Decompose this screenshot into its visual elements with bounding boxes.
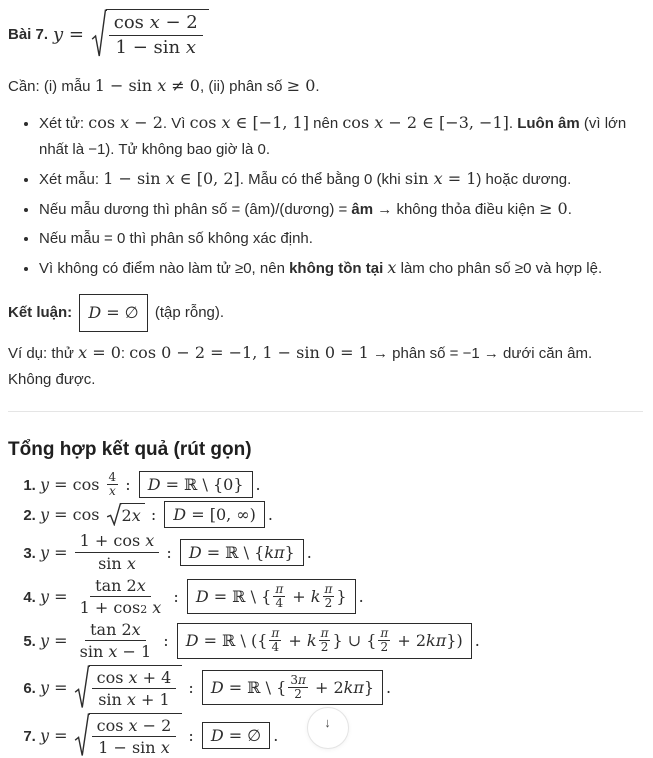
math-variable: x: [108, 484, 116, 499]
math-text: 1 − sin: [94, 76, 158, 95]
math-text: =: [49, 631, 73, 651]
sqrt-argument: [89, 713, 183, 758]
math-text: :: [120, 475, 136, 495]
fraction-numerator: [378, 627, 390, 641]
math-sqrt: [74, 665, 183, 710]
math-variable: k: [306, 631, 317, 651]
text-run: . Mẫu có thể bằng 0 (khi: [239, 171, 405, 188]
problem-title: [8, 7, 643, 61]
summary-heading: Tổng hợp kết quả (rút gọn): [8, 439, 252, 460]
conditions-line: [8, 73, 643, 100]
math-text: = ℝ \ {0}: [160, 475, 244, 495]
math-variable: D: [88, 303, 102, 322]
math-text: 1 + cos: [79, 597, 141, 617]
fraction-numerator: [273, 583, 285, 597]
text-run: Nếu mẫu dương thì phân số = (âm)/(dương) =: [39, 201, 352, 218]
fraction-denominator: [273, 597, 285, 610]
math-sqrt: [74, 713, 183, 758]
math-text: 2: [320, 640, 329, 655]
math-text: tan 2: [95, 575, 137, 595]
fraction-numerator: [92, 716, 177, 737]
list-item-content: [39, 260, 602, 277]
fraction-numerator: [107, 471, 119, 485]
text-run: (vì lớn nhất là −1). Tử không bao giờ là 0.: [39, 115, 627, 158]
math-superscript: 2: [140, 602, 148, 616]
math-text: = ∅: [223, 726, 262, 746]
math-variable: kπ: [426, 631, 447, 651]
math-text: .: [267, 505, 273, 525]
math-text: − 2: [137, 715, 172, 735]
list-item: [40, 576, 643, 617]
math-text: .: [386, 677, 392, 697]
text-run: :: [120, 345, 130, 362]
text-run: .: [567, 201, 572, 218]
math-variable: D: [210, 726, 224, 746]
math-text: 2: [324, 595, 333, 610]
math-variable: π: [320, 626, 329, 641]
math-variable: x: [131, 620, 141, 640]
fraction-denominator: [107, 485, 118, 498]
fraction-denominator: [93, 553, 141, 573]
math-text: = ℝ \ {: [201, 542, 265, 562]
list-item: [39, 255, 643, 282]
math-fraction: [92, 716, 177, 757]
math-variable: x: [131, 506, 141, 526]
math-text: = 1: [442, 169, 477, 188]
fraction-numerator: [109, 12, 203, 36]
list-item: [40, 471, 643, 498]
list-item: [40, 531, 643, 572]
fraction-numerator: [323, 583, 335, 597]
math-fraction: [75, 620, 157, 661]
math-variable: kπ: [264, 542, 285, 562]
math-variable: D: [185, 631, 199, 651]
math-text: cos: [113, 11, 150, 33]
fraction-denominator: [111, 36, 201, 59]
math-text: = ℝ \ ({: [198, 631, 268, 651]
math-text: cos 0 − 2 = −1, 1 − sin 0 = 1: [129, 343, 369, 362]
math-text: sin: [79, 642, 109, 662]
math-sqrt: [106, 503, 145, 526]
list-item-content: [40, 576, 364, 617]
text-run: (tập rỗng).: [150, 303, 225, 321]
math-fraction: [288, 674, 308, 701]
math-text: }: [363, 677, 375, 697]
math-text: cos: [96, 667, 129, 687]
math-variable: x: [374, 113, 384, 132]
math-variable: x: [165, 169, 175, 188]
text-run: Cần: (i) mẫu: [8, 78, 95, 95]
math-text: = 0: [87, 343, 121, 362]
example-line-2: [8, 367, 643, 393]
text-run: , (ii) phân số: [199, 78, 287, 95]
text-run: ) hoặc dương.: [476, 171, 572, 188]
text-run: .: [315, 78, 320, 95]
math-fraction: [273, 583, 285, 610]
math-fraction: [109, 12, 203, 58]
list-item: [39, 196, 643, 223]
conclusion-line: [8, 294, 643, 332]
list-item-content: [39, 115, 626, 158]
text-run: . Vì: [162, 115, 190, 132]
list-item: [40, 501, 643, 528]
math-variable: π: [275, 581, 284, 596]
math-fraction: [92, 668, 177, 709]
math-text: =: [49, 726, 73, 746]
math-variable: k: [310, 586, 321, 606]
sqrt-argument: [106, 9, 209, 59]
math-variable: y: [53, 23, 64, 45]
text-run: Xét mẫu:: [39, 171, 104, 188]
analysis-list: [8, 110, 643, 282]
math-variable: π: [324, 581, 333, 596]
sqrt-argument: [89, 665, 183, 710]
list-item-content: [39, 230, 313, 247]
text-bold-run: Kết luận:: [8, 303, 77, 321]
math-text: .: [306, 542, 312, 562]
math-fraction: [269, 627, 281, 654]
math-text: + 2: [392, 631, 427, 651]
math-variable: x: [185, 36, 196, 58]
math-variable: 1. y: [40, 475, 50, 495]
math-text: .: [255, 475, 261, 495]
list-item-content: [40, 501, 273, 528]
math-text: tan 2: [90, 620, 132, 640]
fraction-numerator: [269, 627, 281, 641]
fraction-numerator: [288, 674, 308, 688]
text-run: Ví dụ: thử: [8, 345, 79, 362]
math-text: :: [183, 677, 199, 697]
math-variable: kπ: [343, 677, 364, 697]
math-sqrt: [91, 9, 209, 59]
math-text: } ∪ {: [332, 631, 377, 651]
text-run: Vì không có điểm nào làm tử ≥0, nên: [39, 260, 290, 277]
text-run: → không thỏa điều kiện: [373, 201, 540, 218]
math-text: +: [287, 586, 311, 606]
math-fraction: [75, 576, 167, 617]
math-text: cos: [96, 715, 129, 735]
text-bold-run: âm: [351, 201, 374, 218]
math-text: :: [183, 726, 199, 746]
math-text: =: [63, 23, 90, 45]
list-item: [39, 226, 643, 252]
list-item-content: [40, 665, 391, 710]
math-variable: π: [297, 672, 306, 687]
result-box: [202, 670, 383, 705]
list-item-content: [39, 171, 571, 188]
math-variable: x: [136, 575, 146, 595]
fraction-numerator: [90, 576, 151, 597]
math-text: = ∅: [101, 303, 139, 322]
math-text: − 1: [117, 642, 152, 662]
section-divider: [8, 411, 643, 412]
math-variable: x: [387, 258, 397, 277]
text-run: nên: [308, 115, 343, 132]
math-variable: x: [78, 343, 88, 362]
math-text: − 2: [129, 113, 163, 132]
math-variable: x: [128, 715, 138, 735]
math-fraction: [75, 531, 160, 572]
fraction-denominator: [292, 688, 304, 701]
list-item-content: [39, 201, 572, 218]
math-text: = cos: [49, 475, 105, 495]
math-text: }: [284, 542, 295, 562]
math-text: =: [49, 542, 73, 562]
fraction-denominator: [270, 641, 282, 654]
math-text: 1 + cos: [79, 531, 146, 551]
radical-icon: [74, 713, 90, 758]
math-variable: 5. y: [40, 631, 50, 651]
math-text: :: [158, 631, 174, 651]
example-line-1: [8, 340, 643, 367]
math-text: ∈ [−1, 1]: [230, 113, 309, 132]
math-variable: D: [173, 505, 187, 525]
math-fraction: [319, 627, 331, 654]
math-text: 1 − sin: [115, 36, 186, 58]
math-text: 3: [290, 672, 298, 687]
text-run: .: [508, 115, 518, 132]
math-text: + 2: [309, 677, 344, 697]
math-text: 1 − sin: [98, 738, 161, 758]
math-variable: x: [108, 642, 118, 662]
fraction-denominator: [93, 737, 175, 757]
math-text: cos: [189, 113, 222, 132]
result-box: [187, 579, 356, 614]
math-variable: 4. y: [40, 586, 50, 606]
math-text: 4: [271, 640, 280, 655]
fraction-denominator: [75, 641, 157, 661]
math-text: ≥ 0: [286, 76, 316, 95]
math-variable: x: [120, 113, 130, 132]
text-bold-run: không tồn tại: [289, 260, 384, 277]
math-text: 2: [380, 640, 389, 655]
math-text: :: [145, 505, 162, 525]
math-variable: D: [147, 475, 161, 495]
math-variable: 3. y: [40, 542, 50, 562]
problem-formula: [53, 9, 210, 59]
result-box: [202, 722, 270, 749]
down-arrow-icon: ↓: [324, 715, 331, 730]
math-variable: x: [160, 738, 170, 758]
fraction-numerator: [92, 668, 177, 689]
math-text: .: [358, 586, 364, 606]
math-text: − 2 ∈ [−3, −1]: [383, 113, 509, 132]
fraction-denominator: [93, 689, 175, 709]
math-text: 2: [294, 686, 302, 701]
math-text: ∈ [0, 2]: [174, 169, 240, 188]
math-text: =: [49, 586, 73, 606]
scroll-to-bottom-button[interactable]: [307, 707, 349, 749]
fraction-denominator: [379, 641, 391, 654]
text-run: Không được.: [8, 371, 96, 388]
math-variable: x: [157, 76, 167, 95]
fraction-denominator: [323, 597, 335, 610]
math-text: cos: [88, 113, 121, 132]
math-fraction: [323, 583, 335, 610]
math-text: = cos: [49, 505, 105, 525]
math-variable: x: [128, 667, 138, 687]
math-text: 2: [121, 506, 132, 526]
math-variable: x: [149, 11, 160, 33]
list-item-content: [40, 620, 480, 661]
list-item: [39, 166, 643, 193]
math-text: 4: [108, 470, 117, 484]
fraction-denominator: [319, 641, 331, 654]
result-box: [177, 623, 472, 658]
math-text: + 4: [137, 667, 172, 687]
math-variable: x: [221, 113, 231, 132]
math-fraction: [378, 627, 390, 654]
fraction-denominator: [75, 597, 167, 617]
radical-icon: [91, 9, 107, 59]
math-variable: x: [152, 597, 162, 617]
math-variable: π: [380, 626, 389, 641]
math-text: − 2: [159, 11, 198, 33]
math-variable: 2. y: [40, 505, 50, 525]
math-text: :: [168, 586, 184, 606]
math-text: + 1: [135, 689, 170, 709]
list-item: [39, 110, 643, 163]
math-text: 1 − sin: [103, 169, 166, 188]
text-bold-run: Luôn âm: [517, 115, 580, 132]
math-variable: x: [126, 553, 136, 573]
math-text: ≥ 0: [539, 199, 568, 218]
math-text: .: [474, 631, 480, 651]
math-text: sin: [404, 169, 434, 188]
list-item-content: [40, 471, 261, 498]
list-item: [40, 665, 643, 710]
list-item: [40, 620, 643, 661]
text-run: → phân số = −1 → dưới căn âm.: [368, 345, 593, 362]
math-variable: x: [145, 531, 155, 551]
result-box: [139, 471, 253, 498]
math-text: cos: [342, 113, 375, 132]
math-text: = [0, ∞): [186, 505, 256, 525]
problem-number: Bài 7.: [8, 25, 49, 43]
list-item-content: [40, 531, 312, 572]
math-text: }): [446, 631, 463, 651]
fraction-numerator: [85, 620, 146, 641]
math-variable: D: [188, 542, 202, 562]
math-variable: π: [271, 626, 280, 641]
math-fraction: [107, 471, 119, 498]
math-variable: D: [210, 677, 224, 697]
radical-icon: [106, 503, 122, 526]
list-item-content: [40, 713, 278, 758]
sqrt-argument: [121, 503, 145, 526]
fraction-numerator: [319, 627, 331, 641]
math-text: +: [283, 631, 307, 651]
math-variable: D: [195, 586, 209, 606]
math-text: 4: [275, 595, 284, 610]
text-run: Nếu mẫu = 0 thì phân số không xác định.: [39, 230, 313, 247]
result-box: [164, 501, 265, 528]
math-text: sin: [98, 689, 127, 709]
math-variable: x: [433, 169, 443, 188]
text-run: Xét tử:: [39, 115, 89, 132]
math-text: }: [336, 586, 347, 606]
result-box: [180, 539, 304, 566]
math-text: =: [49, 677, 73, 697]
math-text: :: [161, 542, 177, 562]
fraction-numerator: [75, 531, 160, 552]
math-text: sin: [98, 553, 127, 573]
result-box: [79, 294, 147, 332]
math-text: ≠ 0: [166, 76, 200, 95]
math-variable: 7. y: [40, 726, 50, 746]
text-run: làm cho phân số ≥0 và hợp lệ.: [396, 260, 603, 277]
math-text: = ℝ \ {: [223, 677, 287, 697]
math-variable: 6. y: [40, 677, 50, 697]
math-text: = ℝ \ {: [208, 586, 272, 606]
math-text: .: [273, 726, 279, 746]
radical-icon: [74, 665, 90, 710]
math-variable: x: [126, 689, 136, 709]
